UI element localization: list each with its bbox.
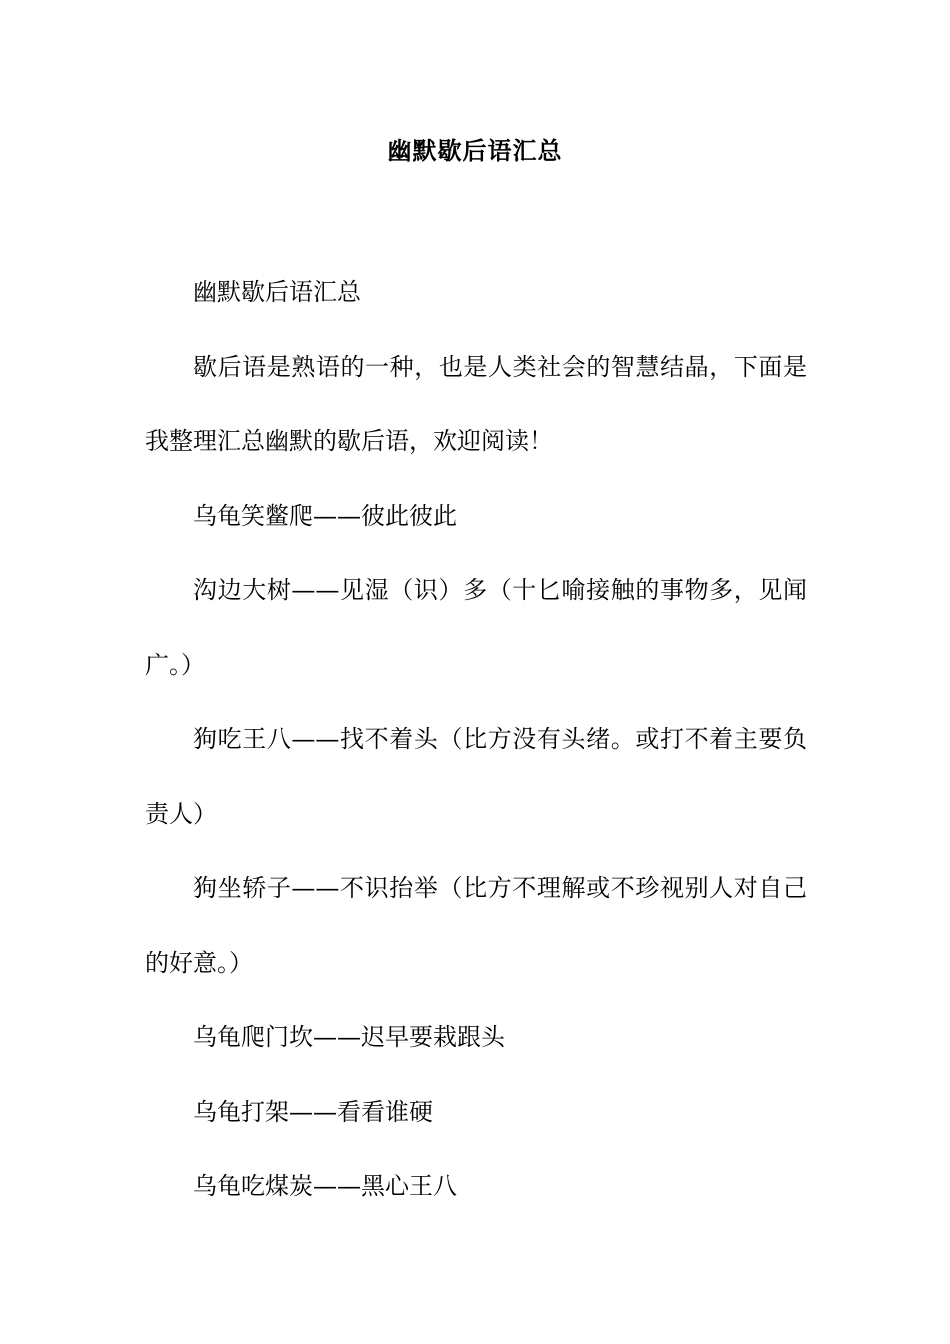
paragraph-item: 乌龟打架——看看谁硬	[193, 1097, 433, 1126]
paragraph-intro: 歇后语是熟语的一种，也是人类社会的智慧结晶，下面是我整理汇总幽默的歇后语，欢迎阅读！	[145, 352, 807, 455]
paragraph-item: 沟边大树——见湿（识）多（十匕喻接触的事物多，见闻广。）	[145, 576, 807, 679]
paragraph-item: 乌龟爬门坎——迟早要栽跟头	[193, 1023, 505, 1051]
paragraph-item: 狗吃王八——找不着头（比方没有头绪。或打不着主要负责人）	[145, 725, 807, 828]
paragraph-item: 乌龟吃煤炭——黑心王八	[193, 1172, 457, 1200]
paragraph-subtitle: 幽默歇后语汇总	[193, 278, 361, 306]
paragraph-item: 狗坐轿子——不识抬举（比方不理解或不珍视别人对自己的好意。）	[145, 874, 807, 977]
document-body	[145, 255, 807, 1224]
paragraph-item: 乌龟笑鳖爬——彼此彼此	[193, 501, 457, 530]
document-title: 幽默歇后语汇总	[387, 136, 563, 165]
